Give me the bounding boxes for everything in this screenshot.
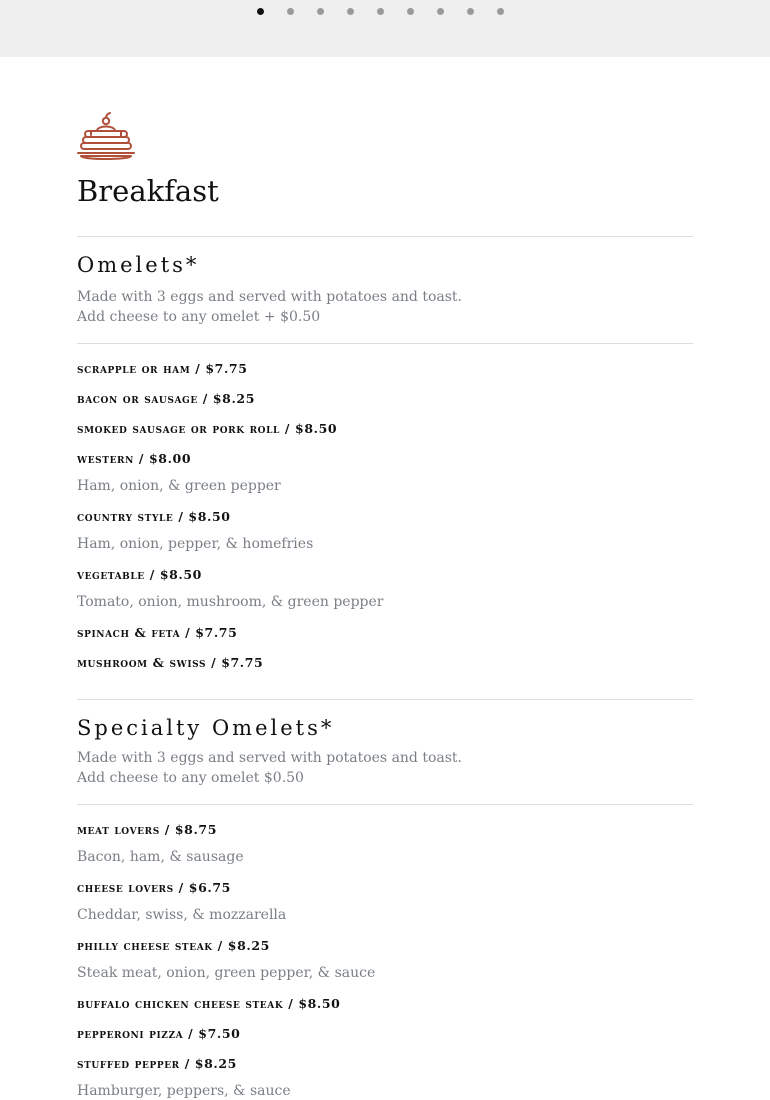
menu-item-name: western / $8.00 [77, 451, 192, 466]
carousel-dot[interactable] [257, 8, 264, 15]
carousel-dot[interactable] [347, 8, 354, 15]
carousel-dot[interactable] [497, 8, 504, 15]
menu-item [77, 391, 693, 407]
menu-item [77, 625, 693, 641]
menu-item-description: Steak meat, onion, green pepper, & sauce [77, 965, 376, 981]
section-description [77, 749, 693, 788]
menu-item [77, 1026, 693, 1042]
carousel-dot[interactable] [437, 8, 444, 15]
menu-item-name: mushroom & swiss / $7.75 [77, 655, 264, 670]
breakfast-menu [77, 112, 693, 1100]
menu-item-name: stuffed pepper / $8.25 [77, 1056, 237, 1071]
menu-item-name: smoked sausage or pork roll / $8.50 [77, 421, 338, 436]
section-description-line: Add cheese to any omelet + $0.50 [77, 308, 321, 325]
menu-item-description: Ham, onion, pepper, & homefries [77, 536, 314, 552]
menu-item-description: Cheddar, swiss, & mozzarella [77, 907, 287, 923]
menu-item [77, 361, 693, 377]
menu-item-description: Tomato, onion, mushroom, & green pepper [77, 594, 384, 610]
menu-item [77, 655, 693, 671]
menu-item-name: pepperoni pizza / $7.50 [77, 1026, 241, 1041]
menu-item-name: country style / $8.50 [77, 509, 231, 524]
menu-item [77, 509, 693, 553]
menu-item-name: spinach & feta / $7.75 [77, 625, 238, 640]
carousel-dots [257, 8, 527, 15]
menu-item-description: Ham, onion, & green pepper [77, 478, 281, 494]
menu-item [77, 1056, 693, 1100]
carousel-dot[interactable] [467, 8, 474, 15]
menu-item-description: Hamburger, peppers, & sauce [77, 1083, 291, 1099]
section-description [77, 288, 693, 327]
menu-item [77, 451, 693, 495]
divider [77, 804, 693, 805]
pancake-stack-icon [77, 112, 135, 162]
menu-item-list [77, 361, 693, 671]
menu-item-name: bacon or sausage / $8.25 [77, 391, 256, 406]
menu-item [77, 421, 693, 437]
menu-item [77, 996, 693, 1012]
menu-item-list [77, 822, 693, 1100]
section-title: Omelets* [77, 253, 200, 277]
menu-section [77, 236, 693, 671]
carousel-dot[interactable] [377, 8, 384, 15]
carousel-dot[interactable] [317, 8, 324, 15]
divider [77, 343, 693, 344]
section-description-line: Add cheese to any omelet $0.50 [77, 769, 304, 786]
section-description-line: Made with 3 eggs and served with potatoes and toast. [77, 750, 463, 766]
section-title: Specialty Omelets* [77, 716, 335, 740]
menu-item-name: philly cheese steak / $8.25 [77, 938, 270, 953]
carousel-dot[interactable] [407, 8, 414, 15]
menu-item-name: buffalo chicken cheese steak / $8.50 [77, 996, 341, 1011]
menu-item-name: cheese lovers / $6.75 [77, 880, 231, 895]
menu-item-description: Bacon, ham, & sausage [77, 849, 244, 865]
menu-item [77, 880, 693, 924]
menu-sections [77, 236, 693, 1100]
menu-item [77, 567, 693, 611]
page-title: Breakfast [77, 174, 219, 208]
menu-item-name: meat lovers / $8.75 [77, 822, 218, 837]
divider [77, 699, 693, 700]
carousel-band [0, 0, 770, 57]
carousel-dot[interactable] [287, 8, 294, 15]
menu-item [77, 938, 693, 982]
menu-item-name: vegetable / $8.50 [77, 567, 202, 582]
menu-item-name: scrapple or ham / $7.75 [77, 361, 248, 376]
menu-item [77, 822, 693, 866]
menu-section [77, 699, 693, 1100]
section-description-line: Made with 3 eggs and served with potatoes and toast. [77, 289, 463, 305]
divider [77, 236, 693, 237]
